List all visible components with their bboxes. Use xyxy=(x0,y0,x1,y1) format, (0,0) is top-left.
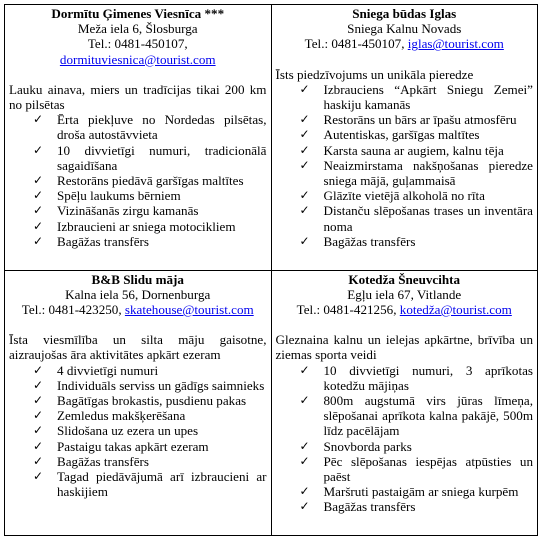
contact-line xyxy=(276,302,534,317)
feature-list xyxy=(9,112,267,249)
feature-item: ✓ Bagāžas transfērs xyxy=(300,234,534,249)
listing-header xyxy=(9,272,267,318)
contact-line xyxy=(9,36,267,66)
listing-intro: Gleznaina kalnu un ielejas apkārtne, brīvība un ziemas sporta veidi xyxy=(275,332,533,363)
listing-header xyxy=(276,272,534,318)
feature-item: ✓ 4 divvietīgi numuri xyxy=(33,363,267,378)
listing-intro: Lauku ainava, miers un tradīcijas tikai 200 km no pilsētas xyxy=(9,81,267,113)
feature-item: ✓ Tagad piedāvājumā arī izbraucieni ar haskijiem xyxy=(33,469,267,499)
feature-item: ✓ Izbraucieni ar sniega motocikliem xyxy=(33,219,267,234)
feature-item: ✓ Pastaigu takas apkārt ezeram xyxy=(33,439,267,454)
feature-item: ✓ Restorāns piedāvā garšīgas maltītes xyxy=(33,173,267,188)
feature-item: ✓ Glāzīte vietējā alkoholā no rīta xyxy=(300,188,534,203)
listing-address: Sniega Kalnu Novads xyxy=(347,21,462,37)
listing-cell xyxy=(5,5,272,271)
contact-line xyxy=(9,302,267,317)
feature-item: ✓ Neaizmirstama nakšņošanas pieredze sniega mājā, guļammaisā xyxy=(300,158,534,188)
listing-address: Kalna iela 56, Dornenburga xyxy=(65,286,211,302)
listing-email-link[interactable]: skatehouse@tourist.com xyxy=(124,301,254,317)
feature-item: ✓ Karsta sauna ar augiem, kalnu tēja xyxy=(300,143,534,158)
accommodation-table xyxy=(4,4,538,536)
feature-item: ✓ Pēc slēpošanas iespējas atpūsties un paēst xyxy=(300,454,534,484)
listing-address: Meža iela 6, Šlosburga xyxy=(77,21,198,37)
table-row xyxy=(5,270,538,536)
listing-email-link[interactable]: kotedža@tourist.com xyxy=(399,301,512,317)
feature-item: ✓ Ērta piekļuve no Nordedas pilsētas, droša autostāvvieta xyxy=(33,112,267,142)
listing-header xyxy=(276,6,534,52)
listing-intro: Īsta viesmīlība un silta māju gaisotne, aizraujošas āra aktivitātes apkārt ezeram xyxy=(9,332,267,363)
listing-cell xyxy=(271,5,538,271)
feature-item: ✓ Restorāns un bārs ar īpašu atmosfēru xyxy=(300,112,534,127)
feature-item: ✓ Vizināšanās zirgu kamanās xyxy=(33,203,267,218)
feature-item: ✓ Autentiskas, garšīgas maltītes xyxy=(300,127,534,142)
listing-name: Kotedža Šneuvcihta xyxy=(348,271,461,287)
listing-phone: Tel.: 0481-421256, xyxy=(296,301,397,317)
feature-item: ✓ Spēļu laukums bērniem xyxy=(33,188,267,203)
feature-item: ✓ Slidošana uz ezera un upes xyxy=(33,423,267,438)
listing-name: Dormītu Ģimenes Viesnīca *** xyxy=(51,6,225,21)
feature-list xyxy=(276,363,534,515)
feature-item: ✓ Zemledus makšķerēšana xyxy=(33,408,267,423)
contact-line xyxy=(276,36,534,51)
listing-cell xyxy=(5,270,272,536)
listing-header xyxy=(9,6,267,67)
table-row xyxy=(5,5,538,271)
listing-address: Egļu iela 67, Vitlande xyxy=(347,286,462,302)
listing-phone: Tel.: 0481-450107, xyxy=(87,36,188,52)
feature-item: ✓ Bagāžas transfērs xyxy=(33,454,267,469)
feature-item: ✓ Bagāžas transfērs xyxy=(33,234,267,249)
feature-item: ✓ 10 divvietīgi numuri, 3 aprīkotas kotedžu mājiņas xyxy=(300,363,534,393)
listing-cell xyxy=(271,270,538,536)
listing-email-link[interactable]: iglas@tourist.com xyxy=(407,36,504,52)
listing-intro: Īsts piedzīvojums un unikāla pieredze xyxy=(275,66,474,82)
feature-item: ✓ Snovborda parks xyxy=(300,439,534,454)
feature-item: ✓ Distanču slēpošanas trases un inventāra noma xyxy=(300,203,534,233)
feature-item: ✓ Izbrauciens “Apkārt Sniegu Zemei” haskiju kamanās xyxy=(300,82,534,112)
feature-list xyxy=(9,363,267,500)
feature-item: ✓ 800m augstumā virs jūras līmeņa, slēpošanai aprīkota kalna pakājē, 500m līdz pacēlājam xyxy=(300,393,534,439)
feature-item: ✓ Bagātīgas brokastis, pusdienu pakas xyxy=(33,393,267,408)
feature-list xyxy=(276,82,534,249)
feature-item: ✓ Maršruti pastaigām ar sniega kurpēm xyxy=(300,484,534,499)
listing-email-link[interactable]: dormituviesnica@tourist.com xyxy=(59,51,216,67)
feature-item: ✓ Individuāls serviss un gādīgs saimnieks xyxy=(33,378,267,393)
listing-phone: Tel.: 0481-423250, xyxy=(21,301,122,317)
listing-name: B&B Slidu māja xyxy=(91,271,184,287)
listing-phone: Tel.: 0481-450107, xyxy=(304,36,405,52)
listing-name: Sniega būdas Iglas xyxy=(352,6,457,21)
feature-item: ✓ Bagāžas transfērs xyxy=(300,499,534,514)
feature-item: ✓ 10 divvietīgi numuri, tradicionālā sagaidīšana xyxy=(33,143,267,173)
